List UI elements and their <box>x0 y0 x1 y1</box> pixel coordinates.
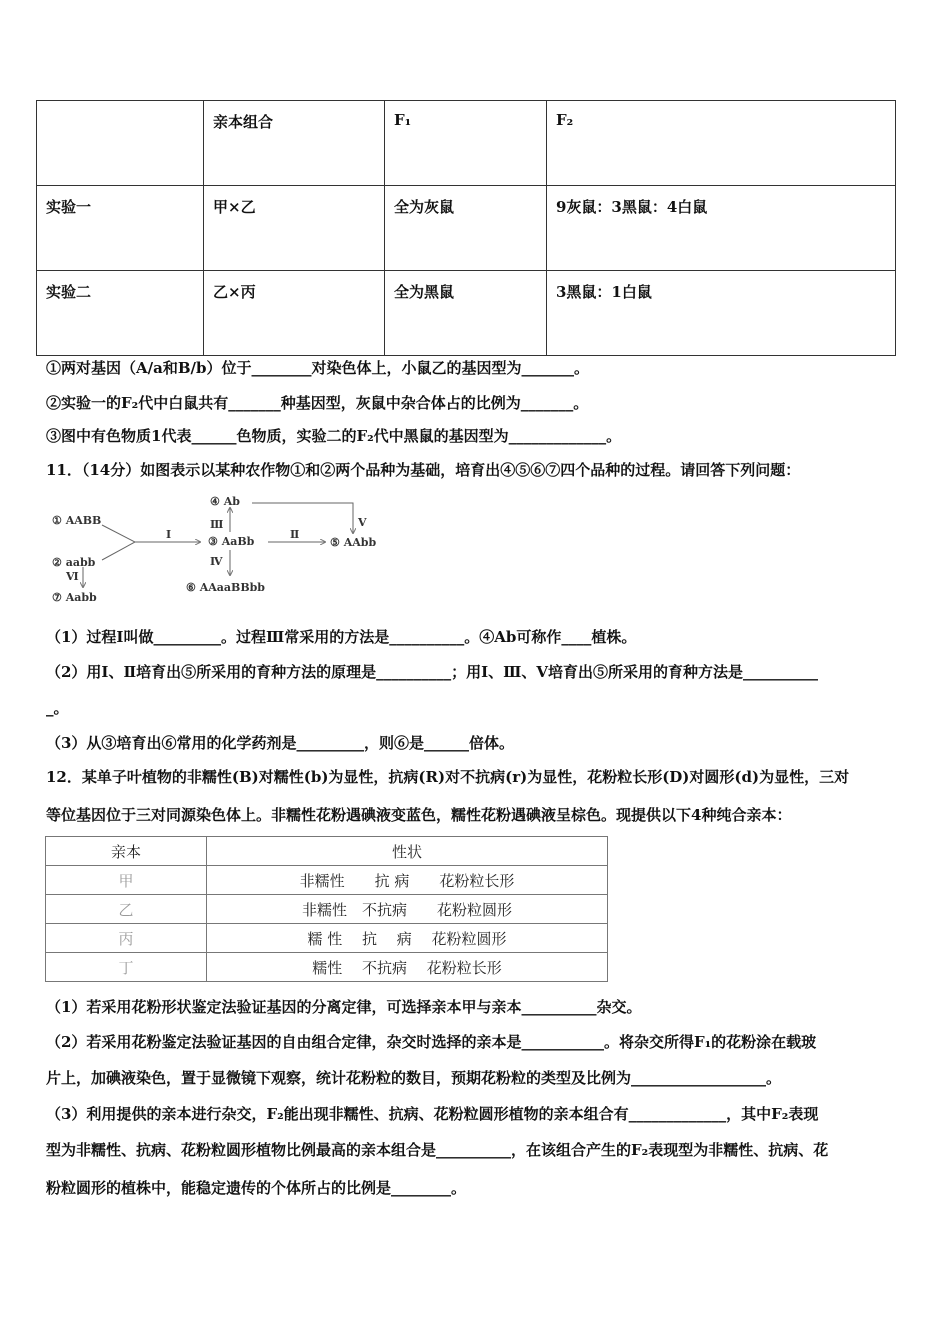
mouse-cross-table <box>36 100 896 356</box>
table-cell: 性状 <box>207 837 608 866</box>
node-6: ⑥ AAaaBBbb <box>186 581 265 594</box>
process-6: Ⅵ <box>66 570 79 583</box>
table-header-row <box>46 837 608 866</box>
table-cell: 实验一 <box>37 186 204 271</box>
node-2: ② aabb <box>52 556 96 569</box>
breeding-diagram <box>40 490 400 605</box>
process-1: Ⅰ <box>166 528 172 541</box>
table-row <box>37 271 896 356</box>
table-cell: 丙 <box>46 924 207 953</box>
table-row <box>37 186 896 271</box>
q11-part: （2）用Ⅰ、Ⅱ培育出⑤所采用的育种方法的原理是__________；用Ⅰ、Ⅲ、Ⅴ培育出⑤所采用的育种方法是__________ <box>46 663 819 681</box>
table-cell: F₁ <box>385 101 547 186</box>
node-3: ③ AaBb <box>208 535 255 548</box>
node-7: ⑦ Aabb <box>52 591 97 604</box>
table-row <box>46 866 608 895</box>
q11-part: （1）过程Ⅰ叫做_________。过程Ⅲ常采用的方法是__________。④Ab可称作____植株。 <box>46 628 637 646</box>
q12-line: 片上，加碘液染色，置于显微镜下观察，统计花粉粒的数目，预期花粉粒的类型及比例为__________________。 <box>46 1069 782 1087</box>
q12-stem: 等位基因位于三对同源染色体上。非糯性花粉遇碘液变蓝色，糯性花粉遇碘液呈棕色。现提供以下4种纯合亲本： <box>46 806 792 824</box>
q12-line: （3）利用提供的亲本进行杂交，F₂能出现非糯性、抗病、花粉粒圆形植物的亲本组合有_____________，其中F₂表现 <box>46 1105 819 1123</box>
q11-part: （3）从③培育出⑥常用的化学药剂是_________，则⑥是______倍体。 <box>46 734 514 752</box>
q12-line: 型为非糯性、抗病、花粉粒圆形植物比例最高的亲本组合是__________，在该组合产生的F₂表现型为非糯性、抗病、花 <box>46 1141 829 1159</box>
table-cell: 亲本 <box>46 837 207 866</box>
process-3: Ⅲ <box>210 518 224 531</box>
table-row <box>46 953 608 982</box>
table-cell <box>37 101 204 186</box>
table-cell: 9灰鼠：3黑鼠：4白鼠 <box>547 186 896 271</box>
table-cell: 亲本组合 <box>204 101 385 186</box>
table-header-row <box>37 101 896 186</box>
q10-line: ①两对基因（A/a和B/b）位于________对染色体上，小鼠乙的基因型为_______。 <box>46 359 589 377</box>
q12-line: 粉粒圆形的植株中，能稳定遗传的个体所占的比例是________。 <box>46 1179 467 1197</box>
q11-stem: 11．（14分）如图表示以某种农作物①和②两个品种为基础，培育出④⑤⑥⑦四个品种的过程。请回答下列问题： <box>46 461 801 479</box>
table-cell: 3黑鼠：1白鼠 <box>547 271 896 356</box>
table-row <box>46 895 608 924</box>
table-cell: 丁 <box>46 953 207 982</box>
parent-traits-table <box>45 836 608 982</box>
table-cell: 糯 性 抗 病 花粉粒圆形 <box>207 924 608 953</box>
q10-line: ③图中有色物质1代表______色物质，实验二的F₂代中黑鼠的基因型为_____________。 <box>46 427 622 445</box>
table-cell: 糯性 不抗病 花粉粒长形 <box>207 953 608 982</box>
node-5: ⑤ AAbb <box>330 536 377 549</box>
table-cell: 乙×丙 <box>204 271 385 356</box>
node-1: ① AABB <box>52 514 102 527</box>
process-5: Ⅴ <box>358 516 367 529</box>
q10-line: ②实验一的F₂代中白鼠共有_______种基因型，灰鼠中杂合体占的比例为_______。 <box>46 394 589 412</box>
q12-stem: 12．某单子叶植物的非糯性(B)对糯性(b)为显性，抗病(R)对不抗病(r)为显性，花粉粒长形(D)对圆形(d)为显性，三对 <box>46 768 850 786</box>
table-cell: 全为灰鼠 <box>385 186 547 271</box>
table-cell: 非糯性 不抗病 花粉粒圆形 <box>207 895 608 924</box>
table-cell: 甲 <box>46 866 207 895</box>
table-cell: 非糯性 抗 病 花粉粒长形 <box>207 866 608 895</box>
table-cell: 甲×乙 <box>204 186 385 271</box>
q12-line: （1）若采用花粉形状鉴定法验证基因的分离定律，可选择亲本甲与亲本__________杂交。 <box>46 998 642 1016</box>
table-row <box>46 924 608 953</box>
q12-line: （2）若采用花粉鉴定法验证基因的自由组合定律，杂交时选择的亲本是___________。将杂交所得F₁的花粉涂在载玻 <box>46 1033 817 1051</box>
table-cell: F₂ <box>547 101 896 186</box>
table-cell: 实验二 <box>37 271 204 356</box>
table-cell: 全为黑鼠 <box>385 271 547 356</box>
table-cell: 乙 <box>46 895 207 924</box>
process-4: Ⅳ <box>210 555 223 568</box>
process-2: Ⅱ <box>290 528 300 541</box>
node-4: ④ Ab <box>210 495 240 508</box>
q11-part: _。 <box>46 699 69 717</box>
